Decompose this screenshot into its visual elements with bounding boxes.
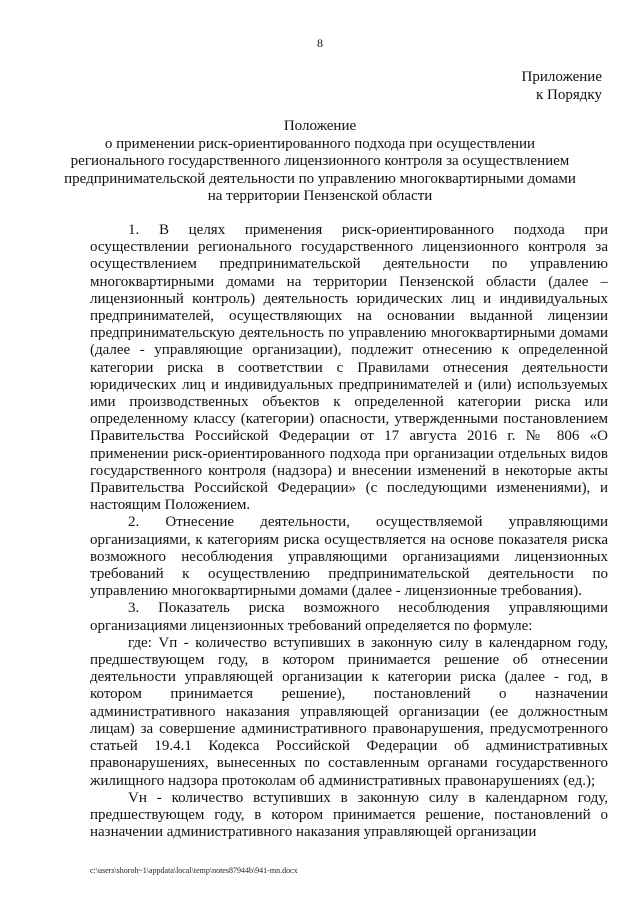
paragraph-3: 3. Показатель риска возможного несоблюдения управляющими организациями лицензионных требований определяется по формуле: xyxy=(90,600,608,634)
title-line-3: предпринимательской деятельности по управлению многоквартирными домами xyxy=(64,170,576,187)
paragraph-1: 1. В целях применения риск-ориентированного подхода при осуществлении регионального государственного лицензионного контроля за осуществлением предпринимательской деятельности по управлению многоквартирными домами на территории Пензенской области (далее – лицензионный контроль) деятельность юридических лиц и индивидуальных предпринимателей, осуществляющих на основании выданной лицензии предпринимательскую деятельность по управлению многоквартирными домами (далее - управляющие организации), подлежит отнесению к определенной категории риска в соответствии с Правилами отнесения деятельности юридических лиц и индивидуальных предпринимателей и (или) используемых ими производственных объектов к определенной категории риска или определенному классу (категории) опасности, утвержденными постановлением Правительства Российской Федерации от 17 августа 2016 г. № 806 «О применении риск-ориентированного подхода при организации отдельных видов государственного контроля (надзора) и внесении изменений в некоторые акты Правительства Российской Федерации» (с последующими изменениями), и настоящим Положением. xyxy=(90,222,608,514)
page-number: 8 xyxy=(317,36,323,50)
paragraph-5: Vн - количество вступивших в законную силу в календарном году, предшествующем году, в котором принимается решение, постановлений о назначении административного наказания управляющей организации xyxy=(90,789,608,841)
footer-file-path: c:\users\shoroh~1\appdata\local\temp\notes87944b\941-mn.docx xyxy=(90,866,298,875)
appendix-line-2: к Порядку xyxy=(536,87,602,103)
appendix-line-1: Приложение xyxy=(521,69,602,85)
document-body xyxy=(90,222,608,841)
paragraph-4: где: Vп - количество вступивших в законную силу в календарном году, предшествующем году, в котором принимается решение об отнесении деятельности управляющей организации к категории риска (далее - год, в котором принимается решение), постановлений о назначении административного наказания управляющей организации (ее должностным лицам) за совершение административного правонарушения, предусмотренного статьей 19.4.1 Кодекса Российской Федерации об административных правонарушениях, вынесенных по составленным органами государственного жилищного надзора протоколам об административных правонарушениях (ед.); xyxy=(90,634,608,789)
title-line-2: регионального государственного лицензионного контроля за осуществлением xyxy=(70,153,570,169)
paragraph-2: 2. Отнесение деятельности, осуществляемой управляющими организациями, к категориям риска осуществляется на основе показателя риска возможного несоблюдения управляющими организациями лицензионных требований к осуществлению предпринимательской деятельности по управлению многоквартирными домами (далее - лицензионные требования). xyxy=(90,514,608,600)
title-line-1: о применении риск-ориентированного подхода при осуществлении xyxy=(104,135,536,152)
appendix-reference xyxy=(521,68,602,104)
title-heading: Положение xyxy=(283,118,357,134)
document-title xyxy=(60,118,580,206)
title-line-4: на территории Пензенской области xyxy=(207,188,433,204)
